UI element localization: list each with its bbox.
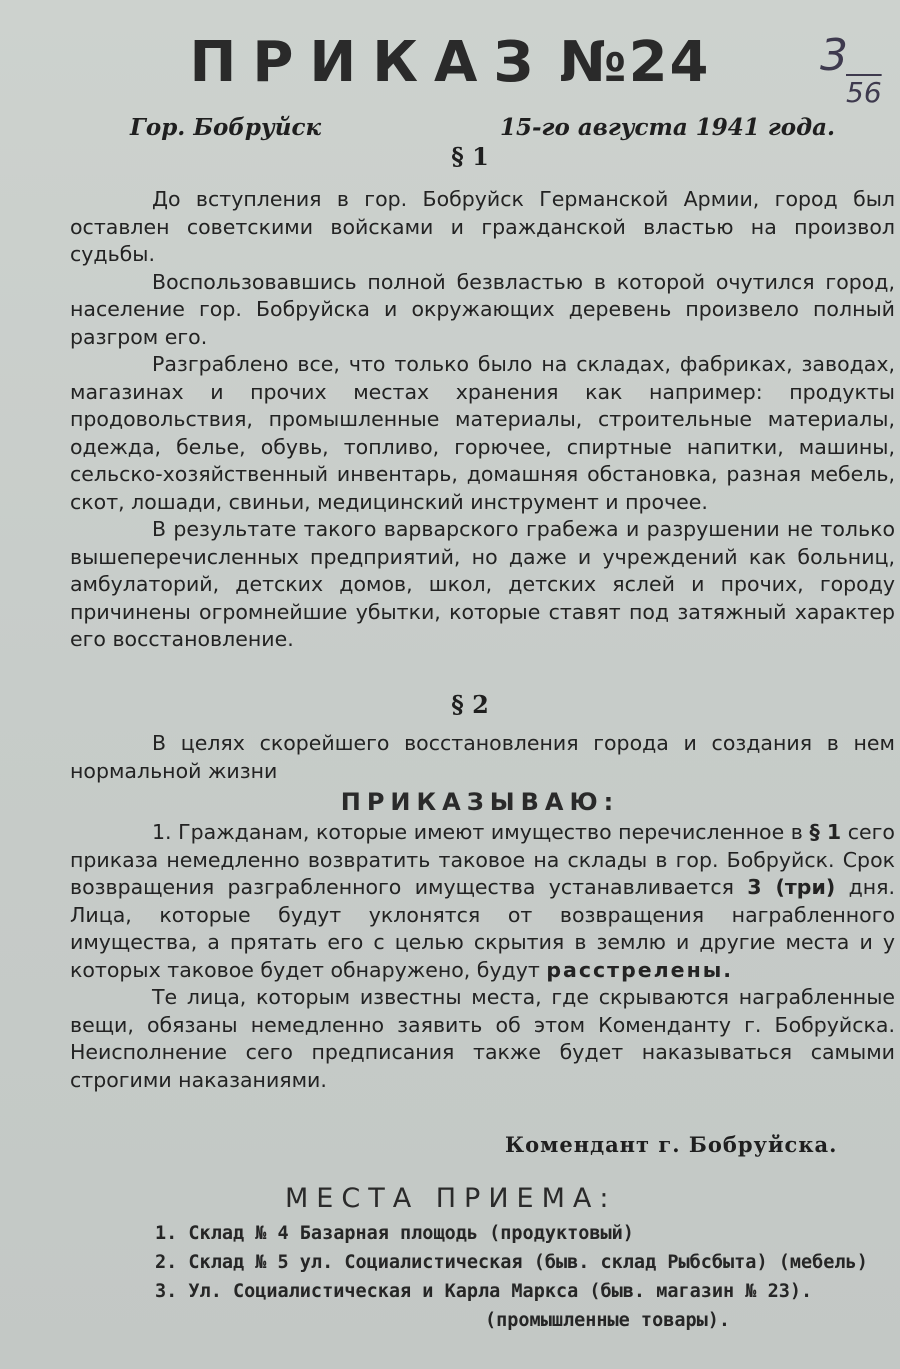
date-line: 15-го августа 1941 года. xyxy=(500,114,835,141)
text-run: дня. Лица, которые будут уклонятся от возвращения награбленного имущества, а прятать его с целью скрытия в землю и другие места и у которых таковое будет обнаружено, будут xyxy=(70,875,895,982)
order-item-2: Те лица, которым известны места, где скрываются награбленные вещи, обязаны немедленно заявить об этом Коменданту г. Бобруйска. Неисполнение сего предписания также будет наказываться самыми строгими наказаниями. xyxy=(70,985,895,1092)
section-2-intro xyxy=(70,730,895,785)
places-heading: МЕСТА ПРИЕМА: xyxy=(285,1183,617,1214)
paragraph-3: Разграблено все, что только было на складах, фабриках, заводах, магазинах и прочих местах хранения как например: продукты продовольствия, промышленные материалы, строительные материалы, одежда, белье, обувь, топливо, горючее, спиртные напитки, машины, сельско-хозяйственный инвентарь, домашняя обстановка, разная мебель, скот, лошади, свиньи, медицинский инструмент и прочее. xyxy=(70,352,895,514)
document-title xyxy=(0,30,900,95)
paragraph-5: В целях скорейшего восстановления города и создания в нем нормальной жизни xyxy=(70,731,895,783)
section-2-heading: § 2 xyxy=(451,690,489,719)
title-word: ПРИКАЗ xyxy=(189,30,550,95)
order-number: №24 xyxy=(559,30,711,95)
signature-line: Комендант г. Бобруйска. xyxy=(505,1132,838,1157)
text-run: сего приказа немедленно возвратить таковое на склады в гор. Бобруйск. Срок возвращения разграбленного имущества устанавливается xyxy=(70,820,895,899)
term-days: 3 (три) xyxy=(747,875,836,899)
text-run: 1. Гражданам, которые имеют имущество перечисленное в xyxy=(152,820,803,844)
paragraph-1: До вступления в гор. Бобруйск Германской Армии, город был оставлен советскими войсками и гражданской властью на произвол судьбы. xyxy=(70,187,895,266)
handwritten-mark-top: 3 xyxy=(820,30,848,81)
penalty-word: расстрелены. xyxy=(546,957,734,982)
section-1-body xyxy=(70,186,895,654)
place-item-3-note: (промышленные товары). xyxy=(485,1310,731,1331)
order-item-1 xyxy=(70,819,895,984)
city-line: Гор. Бобруйск xyxy=(130,114,322,141)
place-item-3: 3. Ул. Социалистическая и Карла Маркса (быв. магазин № 23). xyxy=(155,1281,813,1302)
order-body xyxy=(70,819,895,1094)
section-ref: § 1 xyxy=(809,820,842,844)
paragraph-2: Воспользовавшись полной безвластью в которой очутился город, население гор. Бобруйска и окружающих деревень произвело полный разгром его. xyxy=(70,269,895,349)
places-list xyxy=(155,1219,875,1331)
place-item-2: 2. Склад № 5 ул. Социалистическая (быв. склад Рыбсбыта) (мебель) xyxy=(155,1252,868,1273)
handwritten-annotation xyxy=(820,30,900,120)
paragraph-4: В результате такого варварского грабежа и разрушении не только вышеперечисленных предприятий, но даже и учреждений как больниц, амбулаторий, детских домов, школ, детских яслей и прочих, городу причинены огромнейшие убытки, которые ставят под затяжный характер его восстановление. xyxy=(70,517,895,651)
handwritten-mark-bottom: 56 xyxy=(846,76,882,109)
place-item-1: 1. Склад № 4 Базарная площодь (продуктовый) xyxy=(155,1223,634,1244)
order-heading: ПРИКАЗЫВАЮ: xyxy=(340,788,620,816)
section-1-heading: § 1 xyxy=(451,142,489,171)
